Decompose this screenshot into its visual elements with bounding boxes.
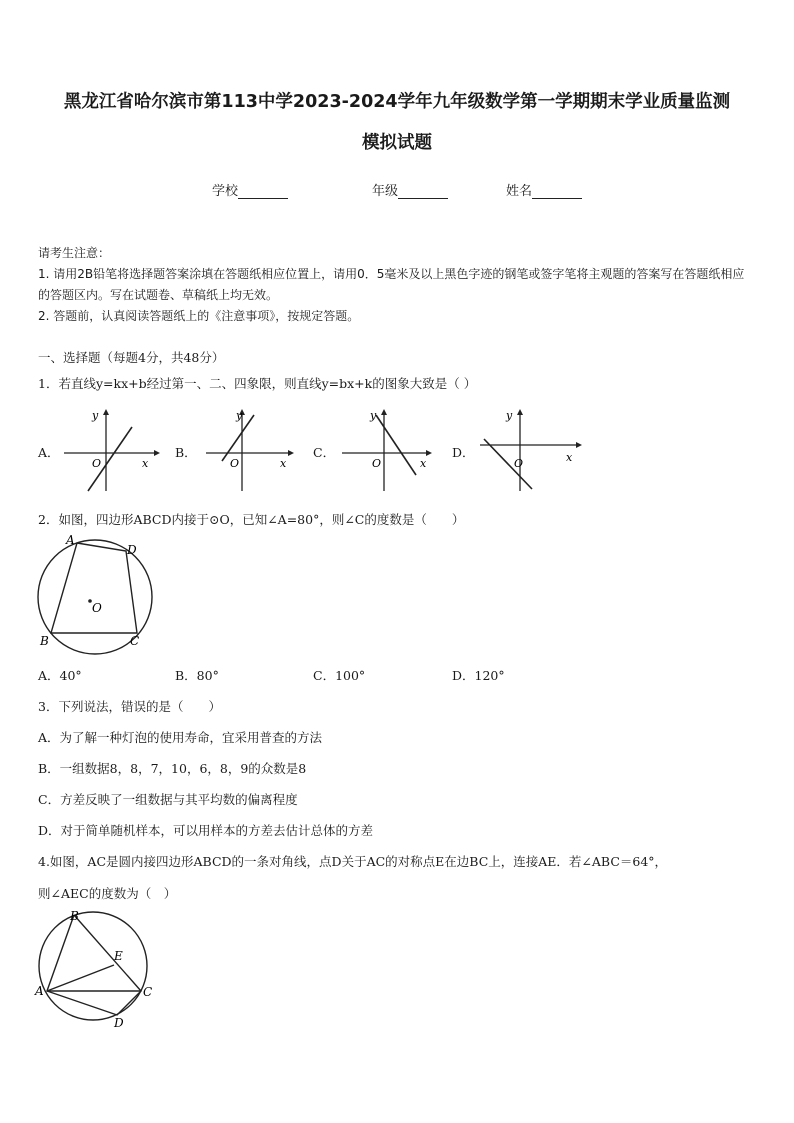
q2-label-c: C	[130, 634, 140, 648]
grade-blank[interactable]	[398, 186, 448, 199]
q1-c-origin: O	[372, 457, 382, 470]
q1-a-y-label: y	[92, 409, 99, 422]
q4-label-d: D	[114, 1016, 124, 1030]
q1-b-x-label: x	[280, 457, 287, 470]
q2-figure	[32, 532, 162, 657]
q1-a-origin: O	[92, 457, 102, 470]
q2-label-o: O	[92, 601, 102, 615]
notice-item-2: 2. 答题前，认真阅读答题纸上的《注意事项》，按规定答题。	[38, 309, 360, 323]
q1-graph-d	[476, 405, 586, 495]
q1-graph-b	[200, 405, 300, 495]
q1-graph-c	[338, 405, 438, 495]
q1-option-a-label[interactable]: A．	[38, 445, 60, 460]
notice-heading: 请考生注意：	[38, 246, 111, 260]
notice-item-1: 1. 请用2B铅笔将选择题答案涂填在答题纸相应位置上，请用0．5毫米及以上黑色字迹的钢笔或签字笔将主观题的答案写在答题纸相应的答题区内。写在试题卷、草稿纸上均无效。	[38, 267, 745, 302]
school-field[interactable]	[212, 180, 288, 199]
exam-title-line2: 模拟试题	[362, 133, 432, 153]
q2-label-d: D	[127, 543, 137, 557]
q1-d-x-label: x	[566, 451, 573, 464]
name-label: 姓名	[506, 184, 533, 199]
exam-title-line1: 黑龙江省哈尔滨市第113中学2023-2024学年九年级数学第一学期期末学业质量监测	[63, 92, 731, 112]
q4-segment-ae	[47, 965, 114, 991]
q4-figure	[33, 908, 163, 1033]
q2-option-c[interactable]: C．100°	[313, 668, 366, 683]
grade-field[interactable]	[372, 180, 448, 199]
q2-option-d[interactable]: D．120°	[452, 668, 505, 683]
q1-graph-a	[60, 405, 160, 495]
q4-label-a: A	[35, 984, 44, 998]
q3-option-c[interactable]: C．方差反映了一组数据与其平均数的偏离程度	[38, 792, 298, 807]
q2-option-a[interactable]: A．40°	[38, 668, 82, 683]
q1-d-y-label: y	[506, 409, 513, 422]
q3-option-b[interactable]: B．一组数据8，8，7，10，6，8，9的众数是8	[38, 761, 307, 776]
q1-stem: 1．若直线y=kx+b经过第一、二、四象限，则直线y=bx+k的图象大致是（ ）	[38, 376, 477, 391]
school-label: 学校	[212, 184, 239, 199]
q1-c-x-label: x	[420, 457, 427, 470]
q3-option-a[interactable]: A．为了解一种灯泡的使用寿命，宜采用普查的方法	[38, 730, 323, 745]
q4-stem-line1: 4.如图，AC是圆内接四边形ABCD的一条对角线，点D关于AC的对称点E在边BC上，连接AE．若∠ABC＝64°，	[38, 854, 668, 869]
q4-label-c: C	[143, 985, 153, 999]
name-blank[interactable]	[532, 186, 582, 199]
q4-label-e: E	[114, 949, 123, 963]
name-field[interactable]	[506, 180, 582, 199]
q4-stem-line2: 则∠AEC的度数为（ ）	[38, 886, 177, 901]
q3-stem: 3．下列说法，错误的是（ ）	[38, 699, 221, 714]
q1-b-origin: O	[230, 457, 240, 470]
q1-option-c-label[interactable]: C．	[313, 445, 336, 460]
q2-label-b: B	[40, 634, 49, 648]
q4-quadrilateral	[47, 915, 141, 1015]
q1-option-b-label[interactable]: B．	[175, 445, 197, 460]
q1-c-y-label: y	[370, 409, 377, 422]
q4-label-b: B	[70, 909, 79, 923]
q1-d-origin: O	[514, 457, 524, 470]
school-blank[interactable]	[238, 186, 288, 199]
notice-block	[38, 243, 756, 327]
q1-b-y-label: y	[236, 409, 243, 422]
q2-quadrilateral	[51, 543, 137, 633]
q1-option-d-label[interactable]: D．	[452, 445, 475, 460]
q2-stem: 2．如图，四边形ABCD内接于⊙O，已知∠A=80°，则∠C的度数是（ ）	[38, 512, 465, 527]
q2-option-b[interactable]: B．80°	[175, 668, 219, 683]
q2-label-a: A	[66, 533, 75, 547]
grade-label: 年级	[372, 184, 399, 199]
q1-a-x-label: x	[142, 457, 149, 470]
section-heading: 一、选择题（每题4分，共48分）	[38, 350, 225, 365]
q3-option-d[interactable]: D．对于简单随机样本，可以用样本的方差去估计总体的方差	[38, 823, 374, 838]
